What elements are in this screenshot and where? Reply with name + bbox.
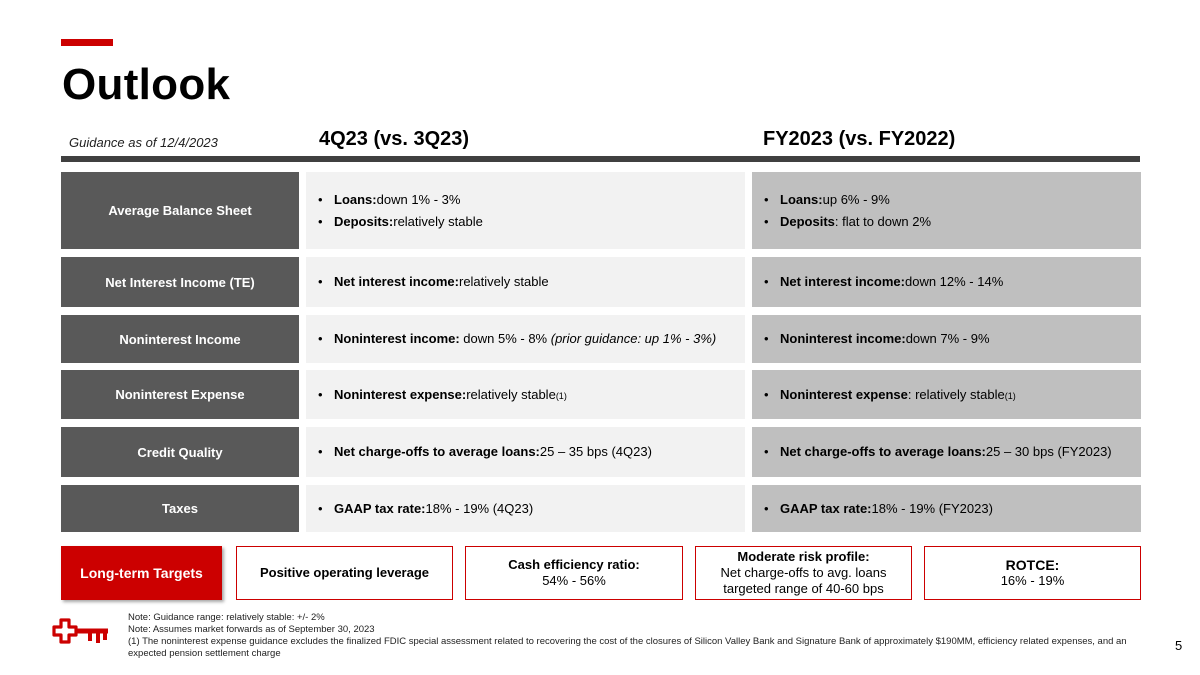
bullet-item: • Deposits : flat to down 2% (764, 213, 932, 229)
outlook-row-average-balance-sheet (61, 172, 1141, 249)
bullet-item: • Noninterest expense : relatively stable (1) (764, 386, 1016, 402)
bullet-item: • Noninterest expense: relatively stable (1) (318, 386, 567, 402)
bullet-item: • Noninterest income: down 5% - 8% (prior guidance: up 1% - 3%) (318, 331, 717, 346)
bullet-item: • Noninterest income: down 7% - 9% (764, 331, 990, 346)
outlook-row-noninterest-income (61, 315, 1141, 363)
bullet-item: • Net charge-offs to average loans: 25 – 35 bps (4Q23) (318, 444, 652, 459)
row-label: Credit Quality (61, 427, 299, 477)
quarter-cell (306, 370, 745, 419)
quarter-cell (306, 172, 745, 249)
row-label: Average Balance Sheet (61, 172, 299, 249)
bullet-item: • Net interest income: down 12% - 14% (764, 274, 1004, 289)
bullet-item: • GAAP tax rate: 18% - 19% (FY2023) (764, 500, 993, 516)
footnote-line: Note: Guidance range: relatively stable: +/- 2% (128, 612, 325, 623)
target-operating-leverage: Positive operating leverage (236, 546, 453, 600)
header-divider (61, 156, 1140, 162)
quarter-cell (306, 315, 745, 363)
column-header-quarter: 4Q23 (vs. 3Q23) (319, 128, 470, 150)
bullet-item: • Deposits: relatively stable (318, 213, 483, 229)
bullet-item: • Loans: down 1% - 3% (318, 191, 461, 207)
outlook-row-credit-quality (61, 427, 1141, 477)
footnotes (128, 612, 1163, 660)
target-risk-profile: Moderate risk profile: Net charge-offs to avg. loans targeted range of 40-60 bps (695, 546, 912, 600)
bullet-item: • Net charge-offs to average loans: 25 – 30 bps (FY2023) (764, 444, 1112, 459)
full-year-cell (752, 257, 1141, 307)
column-header-full-year: FY2023 (vs. FY2022) (763, 128, 956, 150)
quarter-cell (306, 485, 745, 532)
target-cash-efficiency: Cash efficiency ratio: 54% - 56% (465, 546, 683, 600)
target-rotce: ROTCE: 16% - 19% (924, 546, 1141, 600)
outlook-row-net-interest-income (61, 257, 1141, 307)
guidance-date: Guidance as of 12/4/2023 (69, 135, 218, 150)
bullet-item: • Loans: up 6% - 9% (764, 191, 890, 207)
title-accent-bar (61, 39, 113, 46)
quarter-cell (306, 427, 745, 477)
long-term-targets-label: Long-term Targets (61, 546, 222, 600)
quarter-cell (306, 257, 745, 307)
full-year-cell (752, 370, 1141, 419)
outlook-row-noninterest-expense (61, 370, 1141, 419)
bullet-item: • GAAP tax rate: 18% - 19% (4Q23) (318, 500, 534, 516)
page-title: Outlook (62, 60, 231, 109)
row-label: Noninterest Income (61, 315, 299, 363)
page-number: 5 (1175, 638, 1183, 653)
footnote-line: (1) The noninterest expense guidance excludes the finalized FDIC special assessment related to recovering the cost of the closures of Silicon Valley Bank and Signature Bank of approximately $190MM, efficiency related expenses, and an expected pension settlement charge (128, 636, 1127, 659)
key-logo-icon (52, 617, 110, 647)
full-year-cell (752, 315, 1141, 363)
row-label: Taxes (61, 485, 299, 532)
bullet-item: • Net interest income: relatively stable (318, 274, 549, 289)
full-year-cell (752, 172, 1141, 249)
row-label: Net Interest Income (TE) (61, 257, 299, 307)
outlook-row-taxes (61, 485, 1141, 532)
row-label: Noninterest Expense (61, 370, 299, 419)
full-year-cell (752, 427, 1141, 477)
full-year-cell (752, 485, 1141, 532)
footnote-line: Note: Assumes market forwards as of September 30, 2023 (128, 624, 375, 635)
